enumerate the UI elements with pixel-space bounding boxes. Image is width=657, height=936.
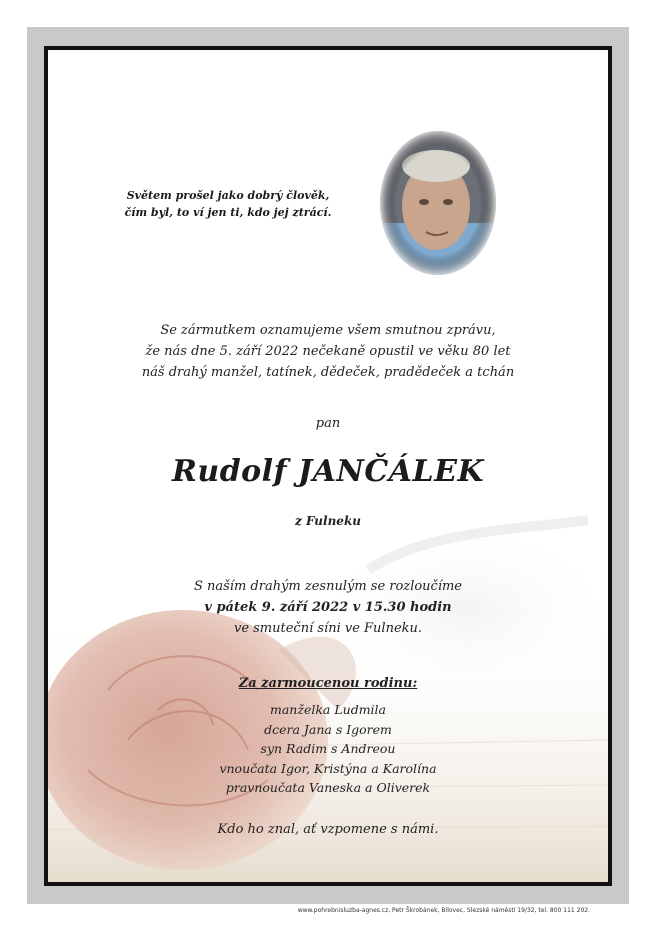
- family-heading: Za zarmoucenou rodinu:: [238, 676, 418, 691]
- family-member: pravnoučata Vaneska a Oliverek: [225, 780, 431, 795]
- announcement-line-3: náš drahý manžel, tatínek, dědeček, pradědeček a tchán: [141, 365, 515, 380]
- funeral-service-footer: www.pohrebnisluzba-agnes.cz, Petr Škrobánek, Bílovec, Slezské náměstí 19/32, tel. 800 111 202.: [297, 907, 590, 914]
- announcement-line-1: Se zármutkem oznamujeme všem smutnou zprávu,: [160, 323, 496, 338]
- notice-paper: [48, 50, 608, 882]
- family-member: syn Radim s Andreou: [260, 741, 396, 756]
- family-member: dcera Jana s Igorem: [264, 721, 392, 737]
- announcement-text: [48, 320, 608, 383]
- deceased-last-name: JANČÁLEK: [297, 454, 485, 489]
- funeral-date-time: v pátek 9. září 2022 v 15.30 hodin: [204, 600, 452, 615]
- deceased-portrait: [378, 128, 498, 278]
- funeral-details: [48, 576, 608, 639]
- closing-line: Kdo ho znal, ať vzpomene s námi.: [217, 822, 439, 837]
- deceased-first-name: Rudolf: [171, 454, 287, 489]
- announcement-line-2: že nás dne 5. září 2022 nečekaně opustil ve věku 80 let: [145, 344, 511, 359]
- motto-quote: [108, 187, 348, 221]
- funeral-line-1: S naším drahým zesnulým se rozloučíme: [193, 579, 463, 594]
- motto-line-1: Světem prošel jako dobrý člověk,: [126, 189, 330, 202]
- salutation: pan: [315, 416, 341, 431]
- motto-line-2: čím byl, to ví jen ti, kdo jej ztrácí.: [124, 206, 332, 219]
- family-members-list: [48, 700, 608, 798]
- deceased-name: [48, 454, 608, 489]
- family-member: vnoučata Igor, Kristýna a Karolína: [219, 760, 437, 776]
- family-member: manželka Ludmila: [270, 702, 386, 717]
- funeral-line-3: ve smuteční síni ve Fulneku.: [233, 621, 423, 636]
- deceased-origin: z Fulneku: [295, 514, 361, 528]
